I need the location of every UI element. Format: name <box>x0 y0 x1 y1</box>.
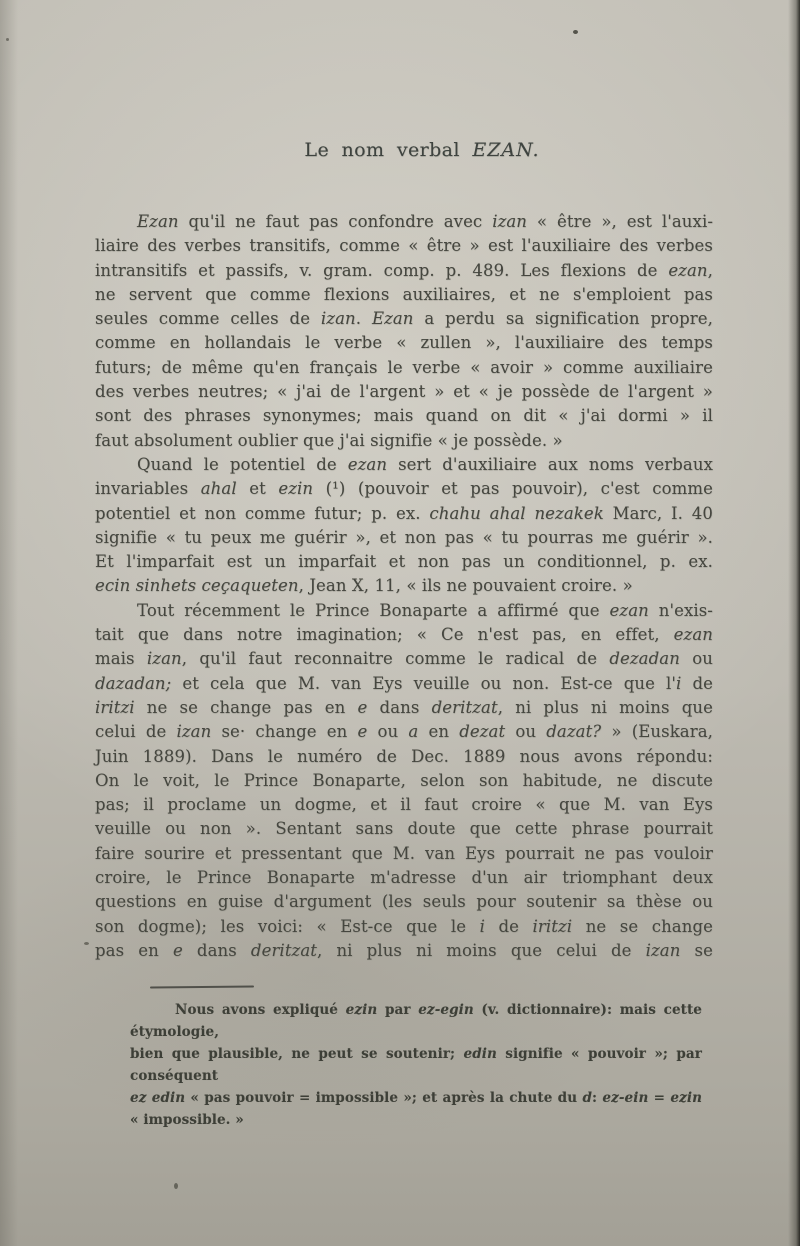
text-line: seules comme celles de izan. Ezan a perdu sa signification propre, <box>95 309 713 329</box>
margin-mark <box>84 942 89 945</box>
footnote-separator <box>150 986 254 989</box>
text-line: liaire des verbes transitifs, comme « être » est l'auxiliaire des verbes <box>95 236 713 256</box>
footnote-text <box>130 999 702 1131</box>
text-line: potentiel et non comme futur; p. ex. chahu ahal nezakek Marc, I. 40 <box>95 503 713 523</box>
text-line: bien que plausible, ne peut se soutenir; edin signifie « pouvoir »; par conséquent <box>130 1046 702 1084</box>
page-title-roman: Le nom verbal <box>304 139 473 161</box>
text-line: comme en hollandais le verbe « zullen », l'auxiliaire des temps <box>95 333 713 353</box>
text-line: faut absolument oublier que j'ai signifie « je possède. » <box>95 430 563 450</box>
text-line: iritzi ne se change pas en e dans deritzat, ni plus ni moins que <box>95 697 713 717</box>
text-line: des verbes neutres; « j'ai de l'argent » et « je possède de l'argent » <box>95 382 713 402</box>
text-line: Juin 1889). Dans le numéro de Dec. 1889 nous avons répondu: <box>95 746 713 766</box>
text-line: Quand le potentiel de ezan sert d'auxiliaire aux noms verbaux <box>137 454 713 474</box>
text-line: faire sourire et pressentant que M. van Eys pourrait ne pas vouloir <box>95 843 713 863</box>
text-line: Nous avons expliqué ezin par ez-egin (v. dictionnaire): mais cette étymologie, <box>130 1002 702 1040</box>
text-line: On le voit, le Prince Bonaparte, selon son habitude, ne discute <box>95 770 713 790</box>
text-line: veuille ou non ». Sentant sans doute que cette phrase pourrait <box>95 819 713 839</box>
text-line: ne servent que comme flexions auxiliaires, et ne s'emploient pas <box>95 284 713 304</box>
ink-speck <box>6 38 9 41</box>
text-line: celui de izan se· change en e ou a en dezat ou dazat? » (Euskara, <box>95 722 713 742</box>
text-line: pas; il proclame un dogme, et il faut croire « que M. van Eys <box>95 795 713 815</box>
text-line: pas en e dans deritzat, ni plus ni moins que celui de izan se <box>95 940 713 960</box>
text-line: tait que dans notre imagination; « Ce n'est pas, en effet, ezan <box>95 625 713 645</box>
body-text <box>95 210 713 963</box>
text-line: signifie « tu peux me guérir », et non pas « tu pourras me guérir ». <box>95 527 713 547</box>
text-line: futurs; de même qu'en français le verbe « avoir » comme auxiliaire <box>95 357 713 377</box>
text-line: Et l'imparfait est un imparfait et non pas un conditionnel, p. ex. <box>95 552 713 572</box>
text-line: sont des phrases synonymes; mais quand on dit « j'ai dormi » il <box>95 406 713 426</box>
text-line: intransitifs et passifs, v. gram. comp. p. 489. Les flexions de ezan, <box>95 260 713 280</box>
text-line: « impossible. » <box>130 1112 244 1128</box>
text-line: Tout récemment le Prince Bonaparte a affirmé que ezan n'exis- <box>137 600 713 620</box>
text-line: invariables ahal et ezin (¹) (pouvoir et pas pouvoir), c'est comme <box>95 479 713 499</box>
text-line: son dogme); les voici: « Est-ce que le i de iritzi ne se change <box>95 916 713 936</box>
ink-speck <box>174 1183 178 1189</box>
text-line: ecin sinhets ceçaqueten, Jean X, 11, « ils ne pouvaient croire. » <box>95 576 633 596</box>
page-title <box>113 139 731 161</box>
text-line: Ezan qu'il ne faut pas confondre avec izan « être », est l'auxi- <box>137 212 713 231</box>
text-line: questions en guise d'argument (les seuls pour soutenir sa thèse ou <box>95 892 713 912</box>
page-title-emphasis: EZAN. <box>472 139 540 161</box>
text-line: croire, le Prince Bonaparte m'adresse d'un air triomphant deux <box>95 868 713 888</box>
text-line: mais izan, qu'il faut reconnaitre comme le radical de dezadan ou <box>95 649 713 669</box>
text-line: dazadan; et cela que M. van Eys veuille ou non. Est-ce que l'i de <box>95 673 713 693</box>
text-line: ez edin « pas pouvoir = impossible »; et après la chute du d: ez-ein = ezin <box>130 1090 702 1106</box>
ink-speck <box>573 30 578 34</box>
